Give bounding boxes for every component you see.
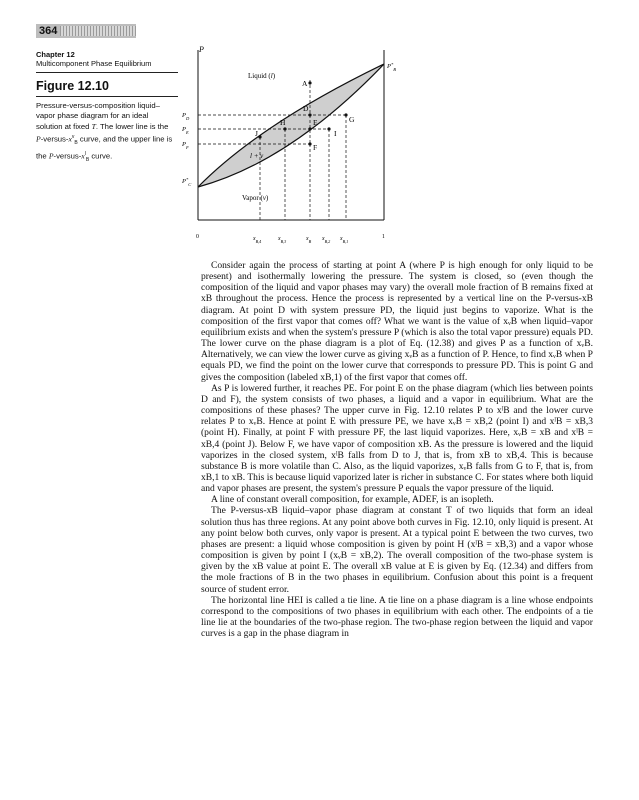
paragraph: A line of constant overall composition, for example, ADEF, is an isopleth. [211, 494, 494, 506]
chapter-heading [36, 50, 151, 68]
figure-caption: Pressure-versus-composition liquid–vapor phase diagram for an ideal solution at fixed T. The lower line is the $P-versus-x^v_B$ curve, and the upper line is the $P-versus-x^l_B$ curve. [36, 101, 173, 163]
divider [36, 96, 178, 97]
chapter-number: Chapter 12 [36, 50, 75, 59]
svg-text:G: G [349, 115, 355, 124]
paragraph: Consider again the process of starting at point A (where P is high enough for only liquid to be present) and isothermally lowering the pressure. The system is closed, so (even though the composition of the liquid and vapor phases may vary) the overall mole fraction of B remains fixed at xB throughout the process. Hence the process is represented by a vertical line on the P-versus-xB diagram. At point D with system pressure PD, the liquid just begins to vaporize. What is the composition of the first vapor that comes off? What we want is the value of xᵥB when liquid–vapor equilibrium exists and when the system's pressure P (which is also the total vapor pressure) equals PD. The lower curve on the phase diagram is a plot of Eq. (12.38) and gives P as a function of xᵥB. Alternatively, we can view the lower curve as giving xᵥB as a function of P. Hence, to find xᵥB when P equals PD, we find the point on the lower curve that corresponds to pressure PD. This is point G and gives the composition (labeled xB,1) of the first vapor that comes off. [201, 260, 593, 383]
svg-text:E: E [313, 118, 318, 127]
svg-text:xB,3: $x_{B,3}$ [278, 236, 287, 244]
figure-label: Figure 12.10 [36, 79, 109, 93]
svg-text:xB: $x_B$ [306, 236, 312, 244]
y-tick-labels [181, 112, 192, 187]
svg-text:xB,2: $x_{B,2}$ [322, 236, 331, 244]
chapter-title: Multicomponent Phase Equilibrium [36, 59, 152, 68]
paragraph: The horizontal line HEI is called a tie line. A tie line on a phase diagram is a line whose endpoints correspond to the compositions of two phases in equilibrium with each other. The endpoints of a tie line lie at the boundaries of the two-phase region. The two-phase region between the liquid and vapor curves is a gap in the phase diagram in [201, 594, 593, 640]
y-axis-label: P [199, 45, 204, 54]
svg-text:Vapor (v): Vapor (v) [242, 194, 269, 202]
svg-text:A: A [302, 79, 308, 88]
paragraph: The P-versus-xB liquid–vapor phase diagram at constant T of two liquids that form an ideal solution thus has three regions. At any point above both curves in Fig. 12.10, only liquid is present. At any point below both curves, only vapor is present. At a typical point E between the two curves, two phases are present: a liquid whose composition is given by point H (xˡB = xB,3) and a vapor whose composition is given by point I (xᵥB = xB,2). The overall composition of the two-phase system is given by the xB value at point E. The overall xB value at E is given by Eq. (12.34) and differs from the mole fractions of B in the two phases in equilibrium. Confusion about this point is a frequent source of student error. [201, 505, 593, 595]
svg-text:PD: $P_D$ [182, 112, 190, 121]
phase-region [198, 64, 384, 187]
svg-text:xB,4: $x_{B,4}$ [253, 236, 262, 244]
svg-text:F: F [313, 143, 318, 152]
svg-text:1: 1 [382, 234, 385, 240]
phase-diagram [180, 40, 400, 250]
svg-text:0: 0 [196, 234, 199, 240]
svg-text:H: H [280, 118, 286, 127]
svg-text:xB,1: $x_{B,1}$ [340, 236, 349, 244]
x-tick-labels [196, 234, 385, 245]
body-text [201, 260, 593, 639]
page-number: 364 [39, 25, 58, 37]
svg-text:Liquid (l): Liquid (l) [248, 72, 276, 80]
svg-text:J: J [255, 129, 258, 138]
svg-text:l + v: l + v [250, 152, 264, 160]
paragraph: As P is lowered further, it reaches PE. For point E on the phase diagram (which lies between points D and F), the system consists of two phases, a liquid and a vapor in equilibrium. What are the compositions of these phases? The upper curve in Fig. 12.10 relates P to xˡB and the lower curve relates P to xᵥB. Hence at point E with pressure PE, we have xᵥB = xB,2 (point I) and xˡB = xB,3 (point H). Finally, at point F with pressure PF, the last liquid vaporizes. Here, xᵥB = xB and xˡB = xB,4 (point J). Below F, we have vapor of composition xB. As the pressure is lowered and the liquid vaporizes in the closed system, xˡB falls from D to J, that is, from xB to xB,4. This is because substance B is more volatile than C. Also, as the liquid vaporizes, xᵥB falls from G to F, that is, from xB,1 to xB. This is because liquid vaporized later is richer in substance C. For states where both liquid and vapor phases are present, the system's pressure P equals the vapor pressure of the liquid. [201, 382, 593, 495]
header-decoration [60, 26, 136, 36]
svg-text:I: I [334, 129, 337, 138]
svg-text:P*C: $P^*_C$ [182, 176, 192, 187]
top-right-label: $P^*_B$ [387, 61, 396, 72]
divider [36, 72, 178, 73]
svg-text:PE: $P_E$ [182, 126, 189, 135]
svg-text:D: D [303, 104, 309, 113]
svg-text:PF: $P_F$ [182, 141, 189, 150]
